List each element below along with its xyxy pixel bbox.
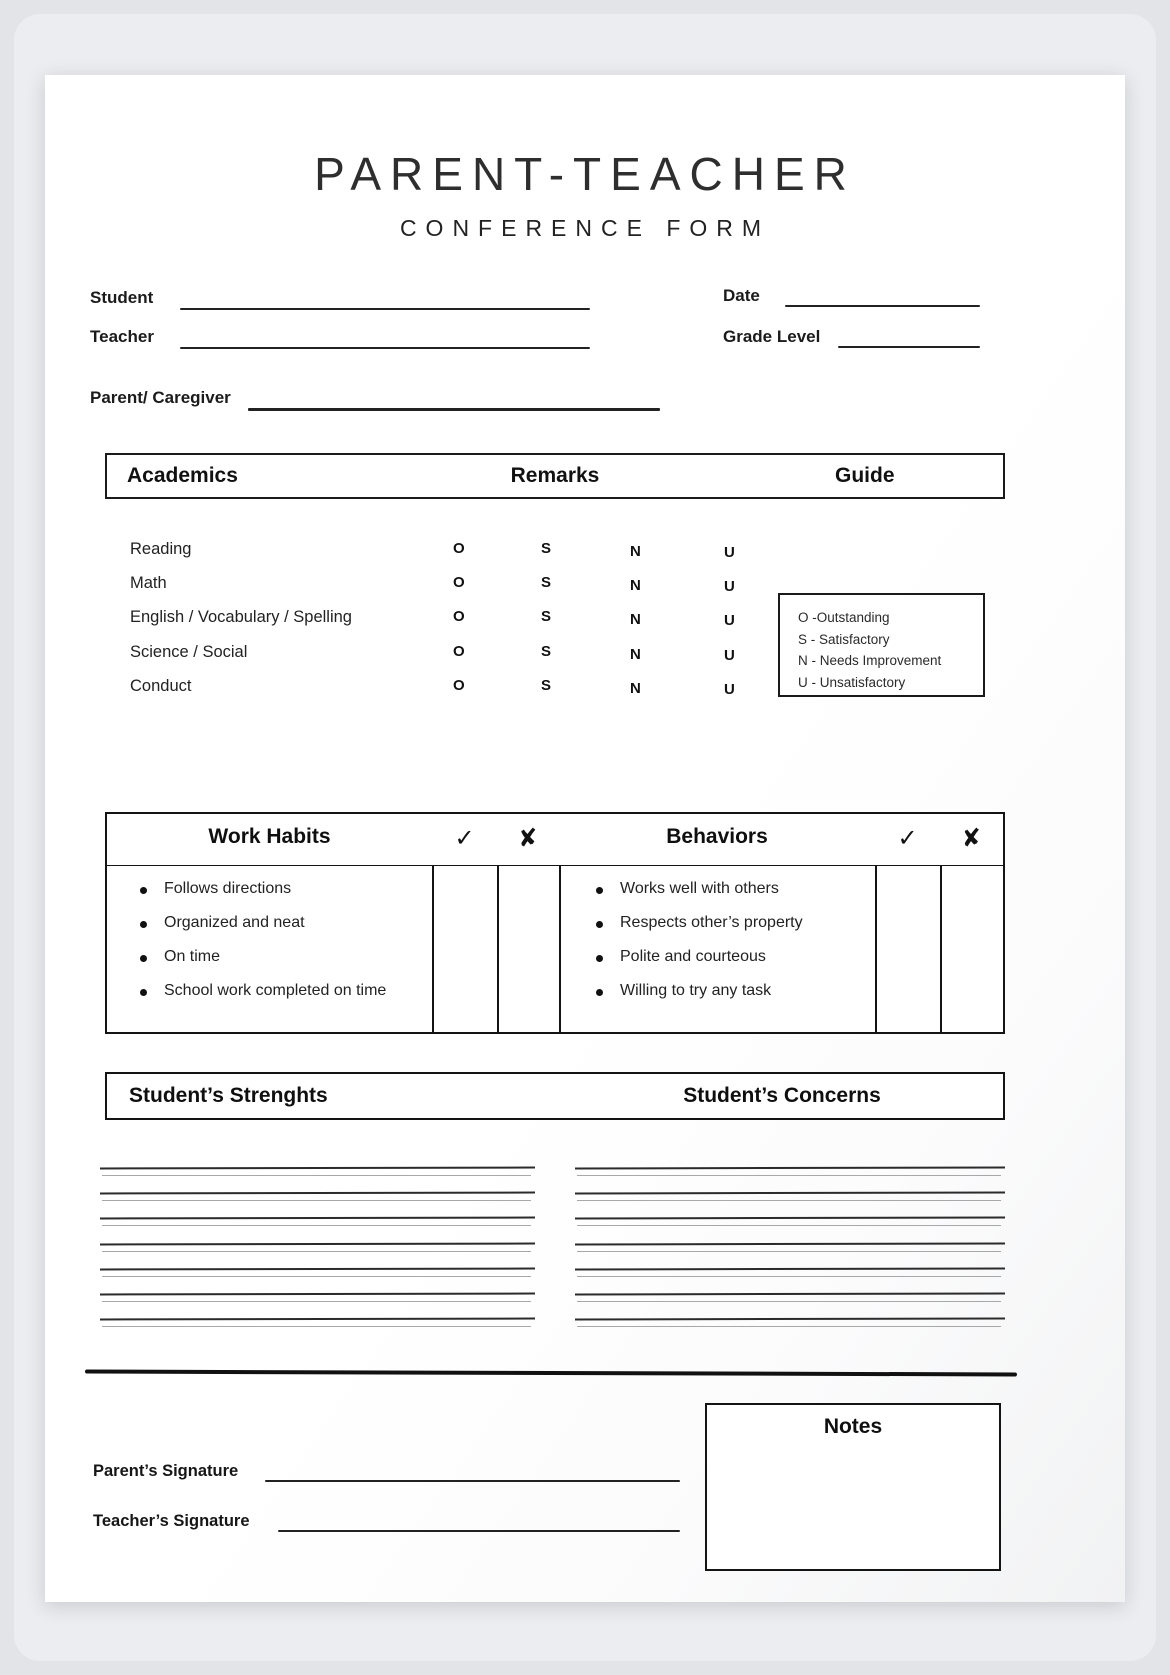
work-habits-title: Work Habits bbox=[208, 825, 331, 848]
remark-option-outstanding[interactable]: O bbox=[453, 608, 465, 626]
subject-row-conduct bbox=[130, 670, 830, 704]
writing-line[interactable] bbox=[100, 1293, 535, 1318]
x-mark-icon: ✘ bbox=[516, 824, 540, 853]
grade-level-label: Grade Level bbox=[723, 327, 821, 346]
work-habit-item: Organized and neat bbox=[137, 914, 427, 948]
remark-option-needs-improvement[interactable]: N bbox=[630, 679, 641, 697]
check-icon: ✓ bbox=[897, 825, 918, 852]
behaviors-x-cell[interactable] bbox=[940, 866, 1003, 1032]
writing-line[interactable] bbox=[100, 1192, 535, 1217]
writing-line[interactable] bbox=[575, 1243, 1005, 1268]
concerns-writing-lines[interactable] bbox=[575, 1167, 1005, 1343]
date-label: Date bbox=[723, 286, 760, 305]
notes-box[interactable] bbox=[705, 1403, 1001, 1571]
behavior-item: Respects other’s property bbox=[593, 914, 873, 948]
subject-label: Conduct bbox=[130, 676, 192, 695]
form-subtitle: CONFERENCE FORM bbox=[399, 215, 771, 241]
bullet-icon bbox=[596, 989, 603, 996]
writing-line[interactable] bbox=[575, 1318, 1005, 1343]
remark-option-unsatisfactory[interactable]: U bbox=[724, 544, 735, 561]
writing-line[interactable] bbox=[575, 1192, 1005, 1217]
parent-signature-line[interactable] bbox=[265, 1480, 680, 1482]
notes-title: Notes bbox=[823, 1415, 883, 1438]
bullet-icon bbox=[140, 989, 147, 996]
subject-label: English / Vocabulary / Spelling bbox=[130, 608, 352, 627]
guide-line-satisfactory: S - Satisfactory bbox=[798, 631, 890, 647]
writing-line[interactable] bbox=[575, 1293, 1005, 1318]
writing-line[interactable] bbox=[100, 1217, 535, 1242]
subject-label: Reading bbox=[130, 540, 192, 558]
remark-option-outstanding[interactable]: O bbox=[453, 574, 465, 592]
behaviors-check-cell[interactable] bbox=[875, 866, 940, 1032]
remark-option-needs-improvement[interactable]: N bbox=[630, 645, 641, 663]
work-habits-x-cell[interactable] bbox=[497, 866, 559, 1032]
academics-column-title: Academics bbox=[127, 464, 238, 487]
parent-signature-label: Parent’s Signature bbox=[93, 1462, 239, 1480]
remark-option-unsatisfactory[interactable]: U bbox=[724, 612, 735, 630]
students-strengths-title: Student’s Strenghts bbox=[129, 1084, 328, 1107]
bullet-icon bbox=[140, 921, 147, 928]
remark-option-satisfactory[interactable]: S bbox=[541, 574, 552, 592]
habits-behaviors-table bbox=[105, 812, 1005, 1034]
date-input-line[interactable] bbox=[785, 305, 980, 307]
remark-option-needs-improvement[interactable]: N bbox=[630, 577, 641, 595]
teacher-signature-line[interactable] bbox=[278, 1530, 680, 1532]
guide-line-needs-improvement: N - Needs Improvement bbox=[798, 653, 942, 668]
grade-level-input-line[interactable] bbox=[838, 346, 980, 348]
subject-row-science bbox=[130, 636, 830, 670]
student-label: Student bbox=[90, 288, 154, 307]
form-title: PARENT-TEACHER bbox=[314, 148, 856, 200]
remark-option-satisfactory[interactable]: S bbox=[541, 608, 552, 626]
behavior-item: Polite and courteous bbox=[593, 948, 873, 982]
remark-option-unsatisfactory[interactable]: U bbox=[724, 646, 735, 664]
teacher-input-line[interactable] bbox=[180, 347, 590, 349]
work-habit-item: Follows directions bbox=[137, 880, 427, 914]
remarks-column-title: Remarks bbox=[510, 464, 600, 487]
remarks-guide-legend bbox=[778, 593, 985, 697]
writing-line[interactable] bbox=[575, 1167, 1005, 1192]
footer-divider bbox=[85, 1370, 1017, 1377]
work-habits-check-cell[interactable] bbox=[432, 866, 497, 1032]
writing-line[interactable] bbox=[100, 1318, 535, 1343]
writing-line[interactable] bbox=[575, 1268, 1005, 1293]
bullet-icon bbox=[596, 887, 603, 894]
bullet-icon bbox=[596, 955, 603, 962]
remark-option-needs-improvement[interactable]: N bbox=[630, 543, 641, 560]
bullet-icon bbox=[140, 955, 147, 962]
writing-line[interactable] bbox=[100, 1243, 535, 1268]
remark-option-outstanding[interactable]: O bbox=[453, 540, 465, 557]
work-habit-item: School work completed on time bbox=[137, 982, 427, 1016]
behavior-item: Works well with others bbox=[593, 880, 873, 914]
writing-line[interactable] bbox=[575, 1217, 1005, 1242]
parent-caregiver-label: Parent/ Caregiver bbox=[90, 388, 231, 407]
work-habits-list bbox=[137, 880, 427, 1016]
parent-caregiver-input-line[interactable] bbox=[248, 408, 660, 411]
remark-option-outstanding[interactable]: O bbox=[453, 676, 465, 694]
teacher-signature-label: Teacher’s Signature bbox=[93, 1512, 250, 1530]
behaviors-list bbox=[593, 880, 873, 1016]
remark-option-satisfactory[interactable]: S bbox=[541, 642, 552, 660]
writing-line[interactable] bbox=[100, 1268, 535, 1293]
academics-header bbox=[105, 453, 1005, 499]
guide-column-title: Guide bbox=[835, 464, 895, 487]
remark-option-outstanding[interactable]: O bbox=[453, 642, 465, 660]
subject-label: Science / Social bbox=[130, 642, 248, 661]
subject-label: Math bbox=[130, 574, 167, 593]
bullet-icon bbox=[596, 921, 603, 928]
habits-behaviors-header bbox=[107, 814, 1003, 866]
remark-option-satisfactory[interactable]: S bbox=[541, 676, 552, 694]
column-divider bbox=[559, 866, 561, 1032]
subject-row-english bbox=[130, 601, 830, 635]
guide-line-unsatisfactory: U - Unsatisfactory bbox=[798, 674, 906, 690]
writing-line[interactable] bbox=[100, 1167, 535, 1192]
students-concerns-title: Student’s Concerns bbox=[683, 1084, 881, 1107]
outer-background bbox=[14, 14, 1156, 1661]
remark-option-needs-improvement[interactable]: N bbox=[630, 611, 641, 629]
behavior-item: Willing to try any task bbox=[593, 982, 873, 1016]
subject-row-reading bbox=[130, 533, 830, 567]
teacher-label: Teacher bbox=[90, 327, 154, 346]
strengths-writing-lines[interactable] bbox=[100, 1167, 535, 1343]
guide-line-outstanding: O -Outstanding bbox=[798, 610, 890, 625]
strengths-concerns-header bbox=[105, 1072, 1005, 1120]
work-habit-item: On time bbox=[137, 948, 427, 982]
student-input-line[interactable] bbox=[180, 308, 590, 310]
x-mark-icon: ✘ bbox=[960, 824, 983, 853]
remark-option-unsatisfactory[interactable]: U bbox=[724, 680, 735, 698]
habits-behaviors-body bbox=[107, 866, 1003, 1032]
check-icon: ✓ bbox=[454, 825, 475, 852]
academics-subject-list bbox=[130, 533, 830, 704]
bullet-icon bbox=[140, 887, 147, 894]
remark-option-unsatisfactory[interactable]: U bbox=[724, 578, 735, 596]
subject-row-math bbox=[130, 567, 830, 601]
behaviors-title: Behaviors bbox=[666, 825, 768, 848]
remark-option-satisfactory[interactable]: S bbox=[541, 540, 552, 557]
conference-form-page bbox=[45, 75, 1125, 1602]
